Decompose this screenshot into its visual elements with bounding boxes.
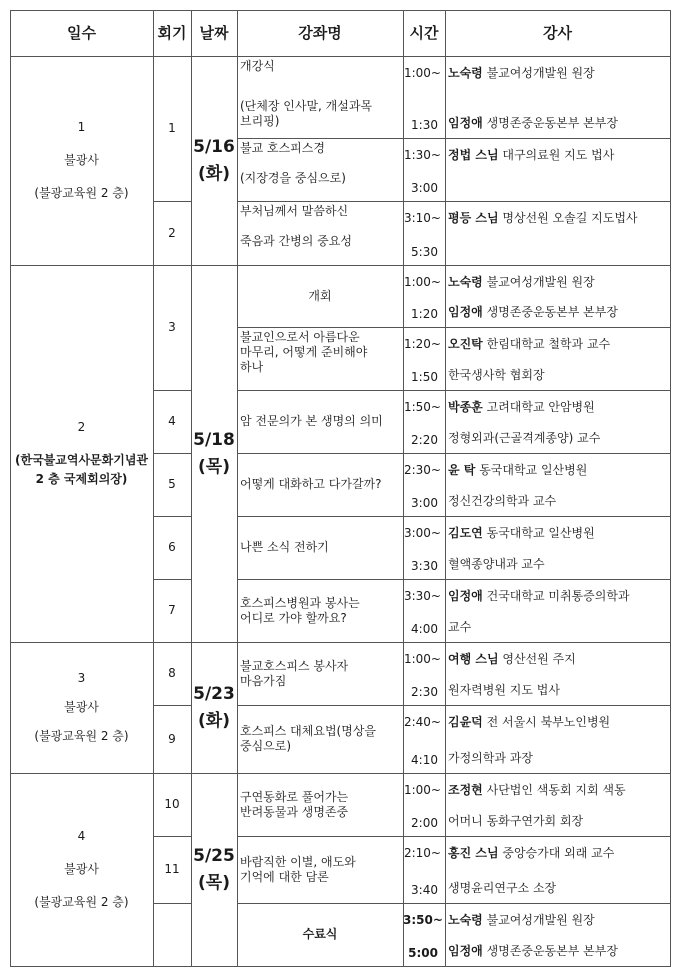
header-session: 회기 [157, 23, 187, 42]
lecturer-name: 홍진 스님 [448, 846, 499, 860]
lecturer-affiliation: 생명존중운동본부 본부장 [482, 116, 618, 130]
course-title-line: 구연동화로 풀어가는 [240, 789, 349, 804]
course-title-line: (지장경을 중심으로) [240, 171, 346, 185]
time-start: 1:20~ [403, 337, 441, 351]
time-end: 2:00 [411, 816, 438, 830]
lecturer-line [448, 783, 626, 798]
lecturer-name: 박종훈 [448, 400, 483, 414]
lecturer-name: 임정애 [448, 589, 483, 603]
date-text: 5/25 [193, 845, 235, 866]
session-6: 6 [168, 540, 176, 554]
lecturer-affiliation: 고려대학교 안암병원 [482, 400, 595, 414]
lecturer-line [448, 913, 595, 928]
lecturer-line [448, 526, 595, 541]
time-start: 2:10~ [403, 846, 441, 860]
lecturer-line [448, 116, 618, 131]
lecturer-affiliation: 건국대학교 미취통증의학과 [482, 589, 630, 603]
date-dow: (화) [198, 710, 230, 731]
date-text: 5/18 [193, 429, 235, 450]
lecturer-affiliation: 동국대학교 일산병원 [482, 526, 595, 540]
time-start: 3:30~ [403, 589, 441, 603]
lecturer-affiliation: 전 서울시 북부노인병원 [482, 715, 611, 729]
lecturer-line [448, 494, 556, 509]
time-start: 1:00~ [403, 275, 441, 289]
lecturer-line [448, 846, 614, 861]
lecturer-affiliation: 대구의료원 지도 법사 [498, 148, 615, 162]
lecturer-name: 여행 스님 [448, 652, 499, 666]
lecturer-affiliation: 혈액종양내과 교수 [448, 557, 545, 571]
date-dow: (화) [198, 163, 230, 184]
lecturer-line [448, 881, 556, 896]
day-cell-2 [10, 265, 153, 642]
lecturer-name: 노숙령 [448, 913, 483, 927]
course-title-line: 마음가짐 [240, 673, 287, 688]
lecturer-line [448, 620, 471, 635]
header-lecturer: 강사 [543, 23, 572, 42]
lecturer-affiliation: 어머니 동화구연가회 회장 [448, 814, 584, 828]
session-11: 11 [164, 862, 180, 876]
course-title-line: 개강식 [240, 59, 275, 73]
session-2: 2 [168, 225, 176, 240]
course-title-line: 마무리, 어떻게 준비해야 [240, 345, 368, 359]
lecturer-name: 김도연 [448, 526, 483, 540]
lecturer-affiliation: 생명존중운동본부 본부장 [482, 944, 618, 958]
header-date: 날짜 [199, 23, 229, 42]
lecturer-name: 임정애 [448, 116, 483, 130]
session-10: 10 [164, 797, 180, 811]
time-end: 3:40 [411, 883, 438, 897]
lecturer-line [448, 557, 545, 572]
time-end: 1:30 [411, 118, 438, 132]
session-7: 7 [168, 603, 176, 617]
date-dow: (목) [198, 872, 230, 893]
day-number: 3 [77, 671, 86, 685]
date-dow: (목) [198, 456, 230, 477]
lecturer-line [448, 652, 576, 667]
time-end: 3:00 [411, 181, 438, 195]
lecturer-name: 임정애 [448, 944, 483, 958]
lecturer-line [448, 683, 560, 698]
course-title-line: 불교 호스피스경 [240, 141, 325, 155]
course-title-line: 호스피스병원과 봉사는 [240, 595, 360, 610]
course-title-line: 불교인으로서 아름다운 [240, 330, 360, 344]
course-title-line: 죽음과 간병의 중요성 [240, 234, 352, 248]
time-start: 1:00~ [403, 652, 441, 666]
lecturer-affiliation: 교수 [448, 620, 472, 634]
time-end: 5:00 [408, 946, 438, 960]
session-4: 4 [168, 414, 176, 428]
lecturer-affiliation: 정형외과(근골격계종양) 교수 [448, 431, 601, 445]
course-title-line: 반려동물과 생명존중 [240, 804, 349, 819]
lecturer-affiliation: 한림대학교 철학과 교수 [482, 337, 611, 351]
day-cell-3 [10, 642, 153, 773]
lecturer-affiliation: 명상선원 오솔길 지도법사 [498, 211, 638, 225]
session-1: 1 [168, 121, 176, 135]
date-cell-2 [191, 265, 237, 642]
lecturer-name: 김윤덕 [448, 715, 483, 729]
time-start: 1:50~ [403, 400, 441, 414]
time-start: 1:00~ [403, 783, 441, 797]
time-start: 2:40~ [403, 715, 441, 729]
time-end: 2:30 [411, 685, 438, 699]
course-title-line: 부처님께서 말씀하신 [240, 204, 349, 218]
lecturer-line [448, 589, 630, 604]
lecturer-affiliation: 사단법인 색동회 지회 색동 [482, 783, 626, 797]
lecturer-name: 정법 스님 [448, 148, 499, 162]
date-cell-4 [191, 773, 237, 966]
session-3: 3 [168, 320, 176, 334]
course-title-line: 어떻게 대화하고 다가갈까? [240, 477, 382, 491]
lecturer-affiliation: 불교여성개발원 원장 [482, 66, 595, 80]
time-end: 3:30 [411, 559, 438, 573]
header-time: 시간 [409, 23, 439, 42]
course-title-line: 개회 [308, 288, 332, 303]
time-end: 4:10 [411, 753, 438, 767]
time-end: 2:20 [411, 433, 438, 447]
course-title-line: 하나 [240, 360, 264, 374]
lecturer-line [448, 148, 614, 163]
lecturer-line [448, 463, 587, 478]
time-start: 3:50~ [403, 913, 443, 927]
lecturer-affiliation: 가정의학과 과장 [448, 751, 533, 765]
time-end: 1:50 [411, 370, 438, 384]
time-start: 3:10~ [403, 211, 441, 225]
time-end: 4:00 [411, 622, 438, 636]
lecturer-name: 평등 스님 [448, 211, 499, 225]
lecturer-affiliation: 동국대학교 일산병원 [475, 463, 588, 477]
course-title-line: 브리핑) [240, 114, 280, 128]
day-cell-1 [10, 56, 153, 265]
time-start: 1:30~ [403, 148, 441, 162]
lecturer-line [448, 211, 638, 226]
lecturer-name: 오진탁 [448, 337, 483, 351]
header-day: 일수 [67, 23, 96, 42]
lecturer-name: 노숙령 [448, 275, 483, 289]
day-venue: 불광사 [64, 862, 99, 876]
lecturer-line [448, 751, 533, 766]
course-title-line: 호스피스 대체요법(명상을 [240, 724, 377, 738]
course-title-line: (단체장 인사말, 개설과목 [240, 99, 373, 113]
course-title-line: 어디로 가야 할까요? [240, 610, 347, 625]
time-start: 2:30~ [403, 463, 441, 477]
course-title-line: 바람직한 이별, 애도와 [240, 854, 356, 869]
day-venue: 불광사 [64, 153, 99, 167]
lecturer-affiliation: 중앙승가대 외래 교수 [498, 846, 615, 860]
time-end: 1:20 [411, 307, 438, 321]
lecturer-line [448, 275, 595, 290]
day-number: 4 [77, 829, 86, 843]
lecturer-affiliation: 영산선원 주지 [498, 652, 576, 666]
lecturer-line [448, 715, 610, 730]
lecturer-line [448, 66, 595, 81]
session-5: 5 [168, 477, 176, 491]
lecturer-affiliation: 생명윤리연구소 소장 [448, 881, 557, 895]
lecturer-line [448, 337, 610, 352]
header-course: 강좌명 [298, 23, 342, 42]
lecturer-name: 노숙령 [448, 66, 483, 80]
time-start: 3:00~ [403, 526, 441, 540]
lecturer-line [448, 400, 595, 415]
lecturer-line [448, 305, 618, 320]
lecturer-line [448, 368, 545, 383]
lecturer-name: 임정애 [448, 305, 483, 319]
day-venue: (한국불교역사문화기념관 [15, 453, 148, 467]
date-cell-1 [191, 56, 237, 265]
course-title-line: 수료식 [302, 927, 338, 941]
time-end: 5:30 [411, 245, 438, 259]
lecturer-affiliation: 불교여성개발원 원장 [482, 275, 595, 289]
day-room: 2 층 국제회의장) [35, 472, 128, 486]
lecturer-affiliation: 생명존중운동본부 본부장 [482, 305, 618, 319]
date-text: 5/23 [193, 683, 235, 704]
date-cell-3 [191, 642, 237, 773]
date-text: 5/16 [193, 136, 235, 157]
lecturer-line [448, 814, 583, 829]
lecturer-affiliation: 한국생사학 협회장 [448, 368, 545, 382]
lecturer-line [448, 944, 618, 959]
course-title-line: 나쁜 소식 전하기 [240, 540, 329, 554]
day-number: 2 [77, 420, 86, 434]
time-start: 1:00~ [403, 66, 441, 80]
day-room: (불광교육원 2 층) [34, 186, 129, 200]
session-9: 9 [168, 731, 176, 746]
day-number: 1 [77, 120, 86, 134]
day-room: (불광교육원 2 층) [34, 895, 129, 909]
course-title-line: 기억에 대한 담론 [240, 869, 329, 884]
lecturer-affiliation: 원자력병원 지도 법사 [448, 683, 560, 697]
course-title-line: 암 전문의가 본 생명의 의미 [240, 414, 383, 428]
lecturer-affiliation: 정신건강의학과 교수 [448, 494, 557, 508]
time-end: 3:00 [411, 496, 438, 510]
session-8: 8 [168, 666, 176, 680]
course-title-line: 중심으로) [240, 739, 292, 753]
day-venue: 불광사 [64, 700, 99, 714]
lecturer-line [448, 431, 600, 446]
day-room: (불광교육원 2 층) [34, 729, 129, 743]
lecturer-affiliation: 불교여성개발원 원장 [482, 913, 595, 927]
day-cell-4 [10, 773, 153, 966]
lecturer-name: 윤 탁 [448, 463, 476, 477]
course-title-line: 불교호스피스 봉사자 [240, 658, 349, 673]
lecturer-name: 조정현 [448, 783, 483, 797]
